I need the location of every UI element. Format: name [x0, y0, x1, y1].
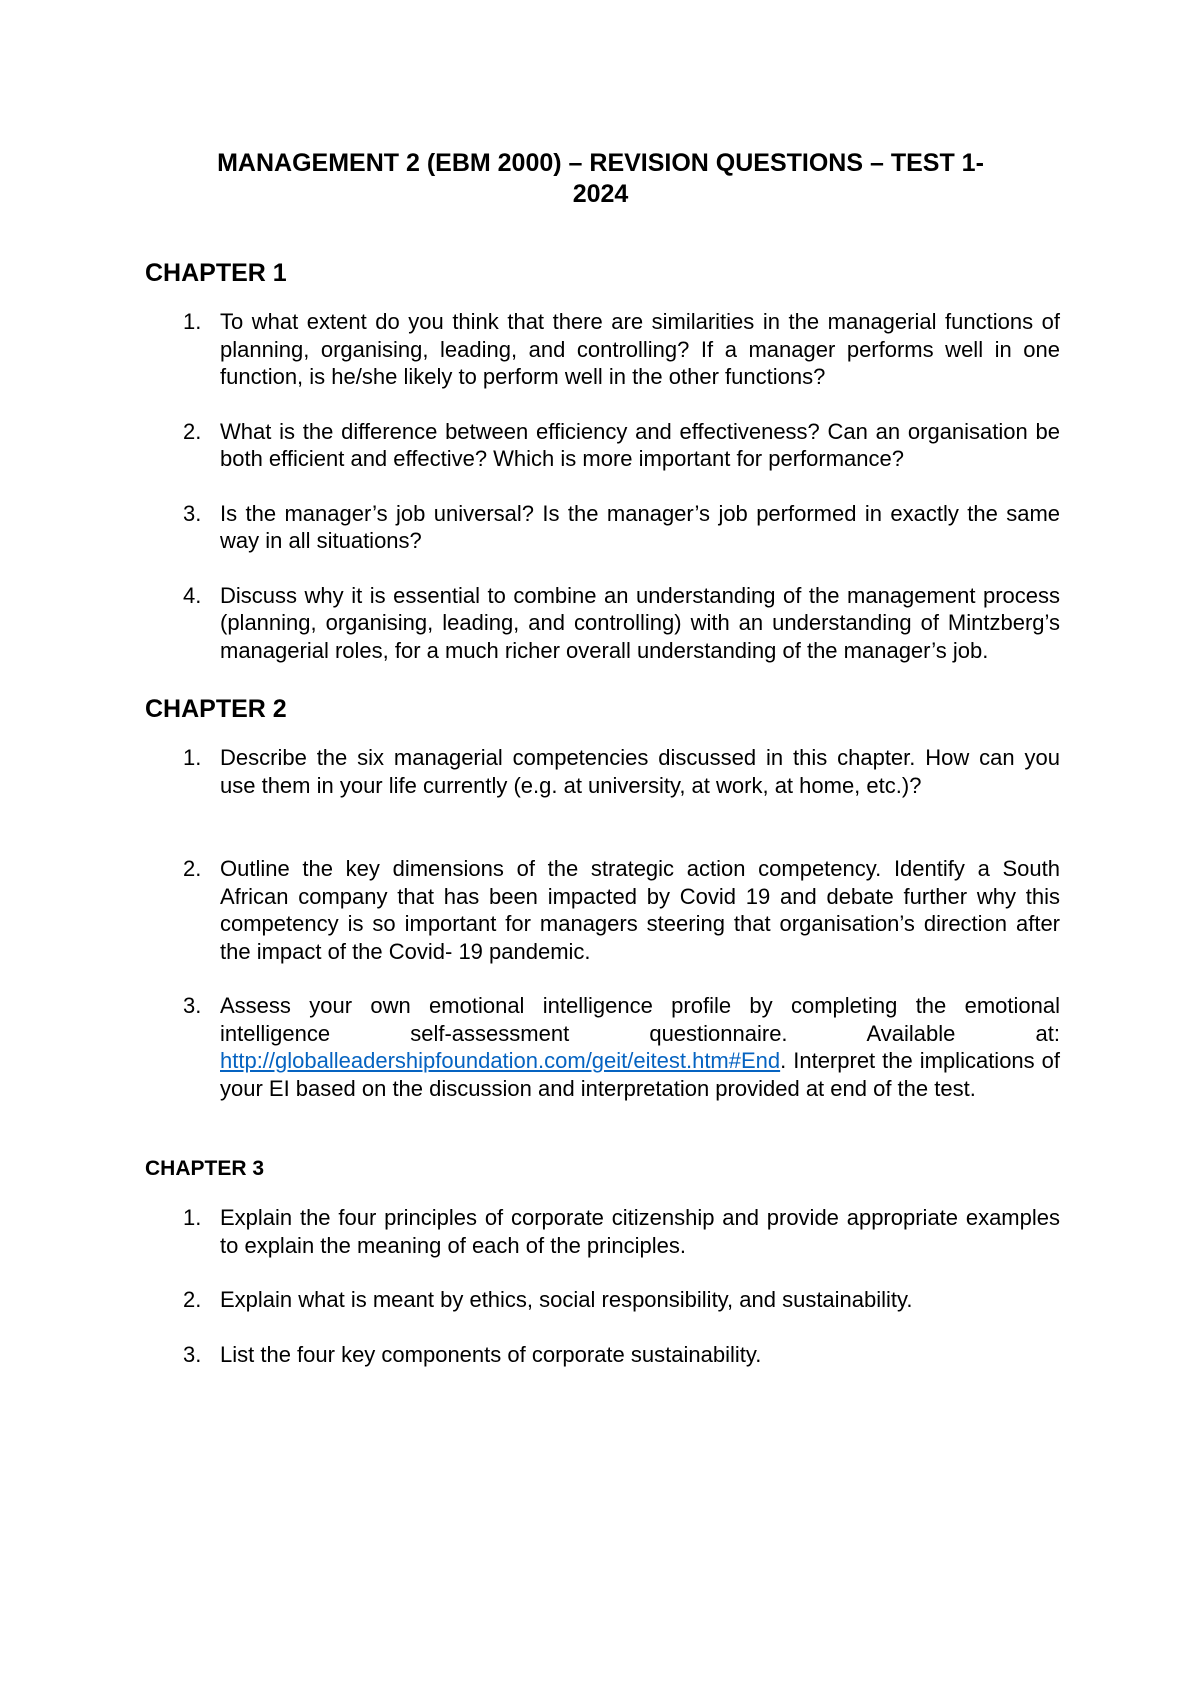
- question-number: 4.: [183, 582, 202, 608]
- question-text: [220, 993, 1060, 1101]
- list-item: [145, 1341, 1060, 1369]
- question-text-before-link: Assess your own emotional intelligence profile by completing the emotional intelligence self-assessment questionnaire. Available at:: [220, 993, 1060, 1046]
- document-title-line-1: MANAGEMENT 2 (EBM 2000) – REVISION QUESTIONS – TEST 1-: [217, 149, 984, 177]
- question-text: List the four key components of corporate sustainability.: [220, 1341, 762, 1367]
- list-item: [145, 308, 1060, 391]
- question-number: 3.: [183, 500, 202, 526]
- eitest-link[interactable]: http://globalleadershipfoundation.com/geit/eitest.htm#End: [220, 1048, 781, 1073]
- question-text: Is the manager’s job universal? Is the manager’s job performed in exactly the same way in all situations?: [220, 500, 1060, 553]
- question-text: Explain the four principles of corporate citizenship and provide appropriate examples to explain the meaning of each of the principles.: [220, 1205, 1060, 1258]
- question-number: 2.: [183, 856, 202, 881]
- chapter-1-heading: CHAPTER 1: [145, 259, 287, 287]
- question-number: 1.: [183, 1205, 202, 1230]
- document-title-line-2: 2024: [572, 180, 629, 208]
- chapter-3-section: [145, 1154, 1060, 1368]
- question-text: Outline the key dimensions of the strategic action competency. Identify a South African company that has been impacted by Covid 19 and debate further why this competency is so important for managers steering that organisation’s direction after the impact of the Covid- 19 pandemic.: [220, 856, 1060, 964]
- question-number: 3.: [183, 993, 202, 1018]
- question-text: Explain what is meant by ethics, social responsibility, and sustainability.: [220, 1287, 913, 1312]
- chapter-2-section: [145, 694, 1060, 1102]
- question-text-after-link: . Interpret the implications of your EI based on the discussion and interpretation provided at end of the test.: [220, 1048, 1060, 1101]
- question-text: Discuss why it is essential to combine an understanding of the management process (planning, organising, leading, and controlling) with an understanding of Mintzberg’s managerial roles, for a much richer overall understanding of the manager’s job.: [220, 582, 1060, 663]
- list-item: [145, 1204, 1060, 1259]
- list-item: [145, 1286, 1060, 1314]
- list-item: [145, 582, 1060, 665]
- question-number: 2.: [183, 418, 202, 444]
- chapter-1-section: [145, 258, 1060, 664]
- chapter-1-question-list: [145, 308, 1060, 664]
- document-title: [145, 148, 1056, 210]
- question-number: 3.: [183, 1341, 202, 1367]
- list-item: [145, 992, 1060, 1102]
- chapter-3-question-list: [145, 1204, 1060, 1368]
- list-item: [145, 744, 1060, 799]
- chapter-3-heading: CHAPTER 3: [145, 1157, 265, 1180]
- list-item: [145, 855, 1060, 965]
- question-number: 1.: [183, 745, 202, 770]
- list-item: [145, 418, 1060, 473]
- question-number: 2.: [183, 1287, 202, 1312]
- chapter-2-question-list: [145, 744, 1060, 1102]
- question-number: 1.: [183, 309, 202, 334]
- list-item: [145, 500, 1060, 555]
- question-text: What is the difference between efficiency and effectiveness? Can an organisation be both efficient and effective? Which is more important for performance?: [220, 418, 1060, 471]
- question-text: Describe the six managerial competencies discussed in this chapter. How can you use them in your life currently (e.g. at university, at work, at home, etc.)?: [220, 745, 1060, 798]
- question-text: To what extent do you think that there are similarities in the managerial functions of planning, organising, leading, and controlling? If a manager performs well in one function, is he/she likely to perform well in the other functions?: [220, 309, 1060, 389]
- chapter-2-heading: CHAPTER 2: [145, 695, 287, 723]
